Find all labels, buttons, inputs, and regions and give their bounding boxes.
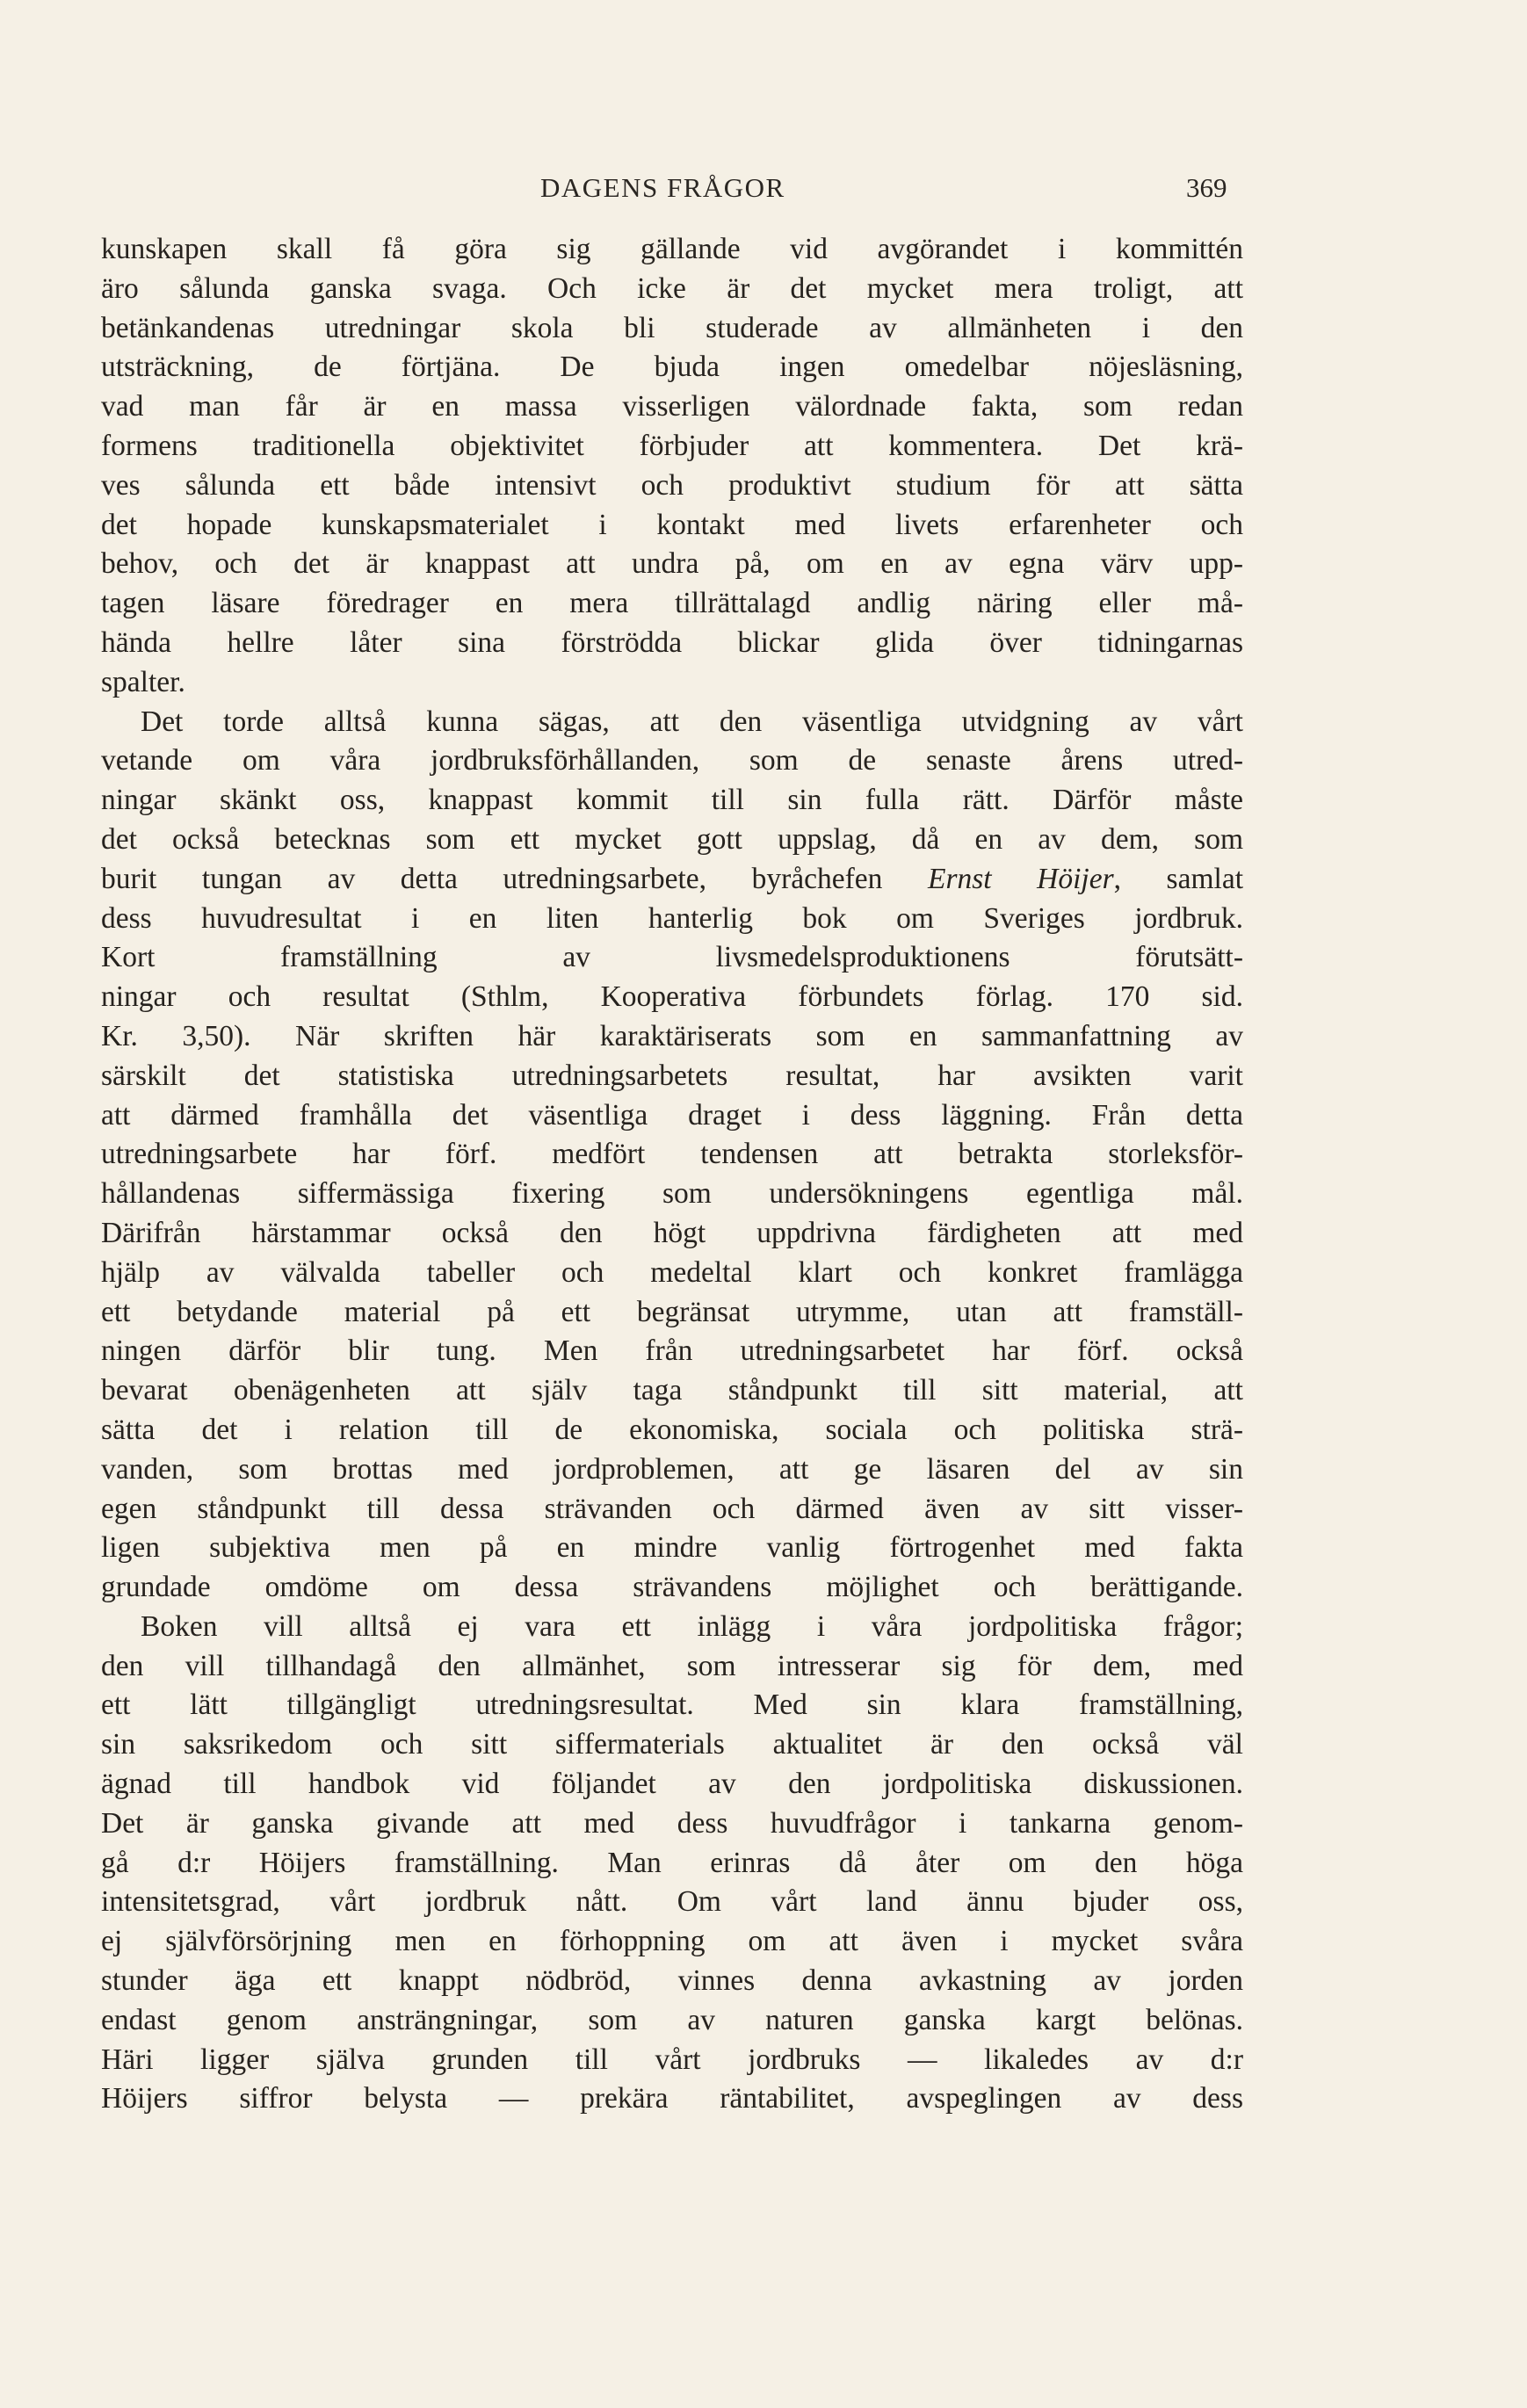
text-line: hjälp av välvalda tabeller och medeltal klart och konkret framlägga bbox=[101, 1255, 1243, 1289]
text-line: hållandenas siffermässiga fixering som undersökningens egentliga mål. bbox=[101, 1177, 1243, 1211]
text-line: utsträckning, de förtjäna. De bjuda ingen omedelbar nöjesläsning, bbox=[101, 351, 1243, 384]
text-line: dess huvudresultat i en liten hanterlig bok om Sveriges jordbruk. bbox=[101, 901, 1243, 935]
text-line: spalter. bbox=[101, 665, 185, 698]
text-line: utredningsarbete har förf. medfört tendensen att betrakta storleksför- bbox=[101, 1138, 1243, 1171]
text-line: burit tungan av detta utredningsarbete, byråchefen Ernst Höijer, samlat bbox=[101, 862, 1243, 895]
text-line: endast genom ansträngningar, som av naturen ganska kargt belönas. bbox=[101, 2003, 1243, 2036]
text-line: den vill tillhandagå den allmänhet, som intresserar sig för dem, med bbox=[101, 1649, 1243, 1682]
text-line: vad man får är en massa visserligen välordnade fakta, som redan bbox=[101, 390, 1243, 423]
text-line: ej självförsörjning men en förhoppning om att även i mycket svåra bbox=[101, 1925, 1243, 1958]
text-line: tagen läsare föredrager en mera tillrättalagd andlig näring eller må- bbox=[101, 587, 1243, 620]
text-line: Kr. 3,50). När skriften här karaktäriserats som en sammanfattning av bbox=[101, 1019, 1243, 1052]
text-line: hända hellre låter sina förströdda blickar glida över tidningarnas bbox=[101, 626, 1243, 659]
text-line: ves sålunda ett både intensivt och produktivt studium för att sätta bbox=[101, 468, 1243, 502]
text-line: Kort framställning av livsmedelsproduktionens förutsätt- bbox=[101, 941, 1243, 974]
text-line: ligen subjektiva men på en mindre vanlig förtrogenhet med fakta bbox=[101, 1531, 1243, 1565]
text-line: betänkandenas utredningar skola bli studerade av allmänheten i den bbox=[101, 311, 1243, 344]
text-line: äro sålunda ganska svaga. Och icke är det mycket mera troligt, att bbox=[101, 271, 1243, 305]
text-line: Det är ganska givande att med dess huvudfrågor i tankarna genom- bbox=[101, 1806, 1243, 1840]
text-line: kunskapen skall få göra sig gällande vid avgörandet i kommittén bbox=[101, 233, 1243, 265]
text-line: ett betydande material på ett begränsat utrymme, utan att framställ- bbox=[101, 1295, 1243, 1328]
text-line: särskilt det statistiska utredningsarbetets resultat, har avsikten varit bbox=[101, 1059, 1243, 1092]
text-line: formens traditionella objektivitet förbjuder att kommentera. Det krä- bbox=[101, 429, 1243, 462]
text-line: vetande om våra jordbruksförhållanden, som de senaste årens utred- bbox=[101, 744, 1243, 777]
text-line: bevarat obenägenheten att själv taga ståndpunkt till sitt material, att bbox=[101, 1374, 1243, 1407]
page-number: 369 bbox=[1186, 172, 1227, 203]
text-line: ningar och resultat (Sthlm, Kooperativa förbundets förlag. 170 sid. bbox=[101, 980, 1243, 1014]
text-line: att därmed framhålla det väsentliga draget i dess läggning. Från detta bbox=[101, 1098, 1243, 1132]
text-line: Häri ligger själva grunden till vårt jordbruks — likaledes av d:r bbox=[101, 2043, 1243, 2076]
text-line: egen ståndpunkt till dessa strävanden och därmed även av sitt visser- bbox=[101, 1492, 1243, 1525]
body-text bbox=[101, 230, 1243, 2119]
text-line: det hopade kunskapsmaterialet i kontakt med livets erfarenheter och bbox=[101, 508, 1243, 541]
text-line: intensitetsgrad, vårt jordbruk nått. Om vårt land ännu bjuder oss, bbox=[101, 1885, 1243, 1919]
text-line: ningen därför blir tung. Men från utredningsarbetet har förf. också bbox=[101, 1334, 1243, 1368]
text-line: ägnad till handbok vid följandet av den jordpolitiska diskussionen. bbox=[101, 1768, 1243, 1801]
text-line: Det torde alltså kunna sägas, att den väsentliga utvidgning av vårt bbox=[141, 705, 1243, 738]
running-title: DAGENS FRÅGOR bbox=[540, 172, 785, 203]
text-line: ningar skänkt oss, knappast kommit till sin fulla rätt. Därför måste bbox=[101, 784, 1243, 817]
text-line: ett lätt tillgängligt utredningsresultat. Med sin klara framställning, bbox=[101, 1688, 1243, 1722]
text-line: Boken vill alltså ej vara ett inlägg i våra jordpolitiska frågor; bbox=[141, 1609, 1243, 1643]
text-line: Höijers siffror belysta — prekära räntabilitet, avspeglingen av dess bbox=[101, 2082, 1243, 2115]
text-line: grundade omdöme om dessa strävandens möjlighet och berättigande. bbox=[101, 1571, 1243, 1604]
text-line: gå d:r Höijers framställning. Man erinras då åter om den höga bbox=[101, 1846, 1243, 1879]
text-line: sin saksrikedom och sitt siffermaterials aktualitet är den också väl bbox=[101, 1728, 1243, 1761]
text-line: vanden, som brottas med jordproblemen, att ge läsaren del av sin bbox=[101, 1452, 1243, 1486]
author-name: Ernst Höijer bbox=[927, 862, 1114, 895]
text-line: behov, och det är knappast att undra på, om en av egna värv upp- bbox=[101, 547, 1243, 581]
text-line: det också betecknas som ett mycket gott uppslag, då en av dem, som bbox=[101, 822, 1243, 856]
page-header bbox=[105, 172, 1248, 207]
text-line: stunder äga ett knappt nödbröd, vinnes denna avkastning av jorden bbox=[101, 1964, 1243, 1998]
text-line: Därifrån härstammar också den högt uppdrivna färdigheten att med bbox=[101, 1216, 1243, 1249]
text-line: sätta det i relation till de ekonomiska, sociala och politiska strä- bbox=[101, 1413, 1243, 1446]
